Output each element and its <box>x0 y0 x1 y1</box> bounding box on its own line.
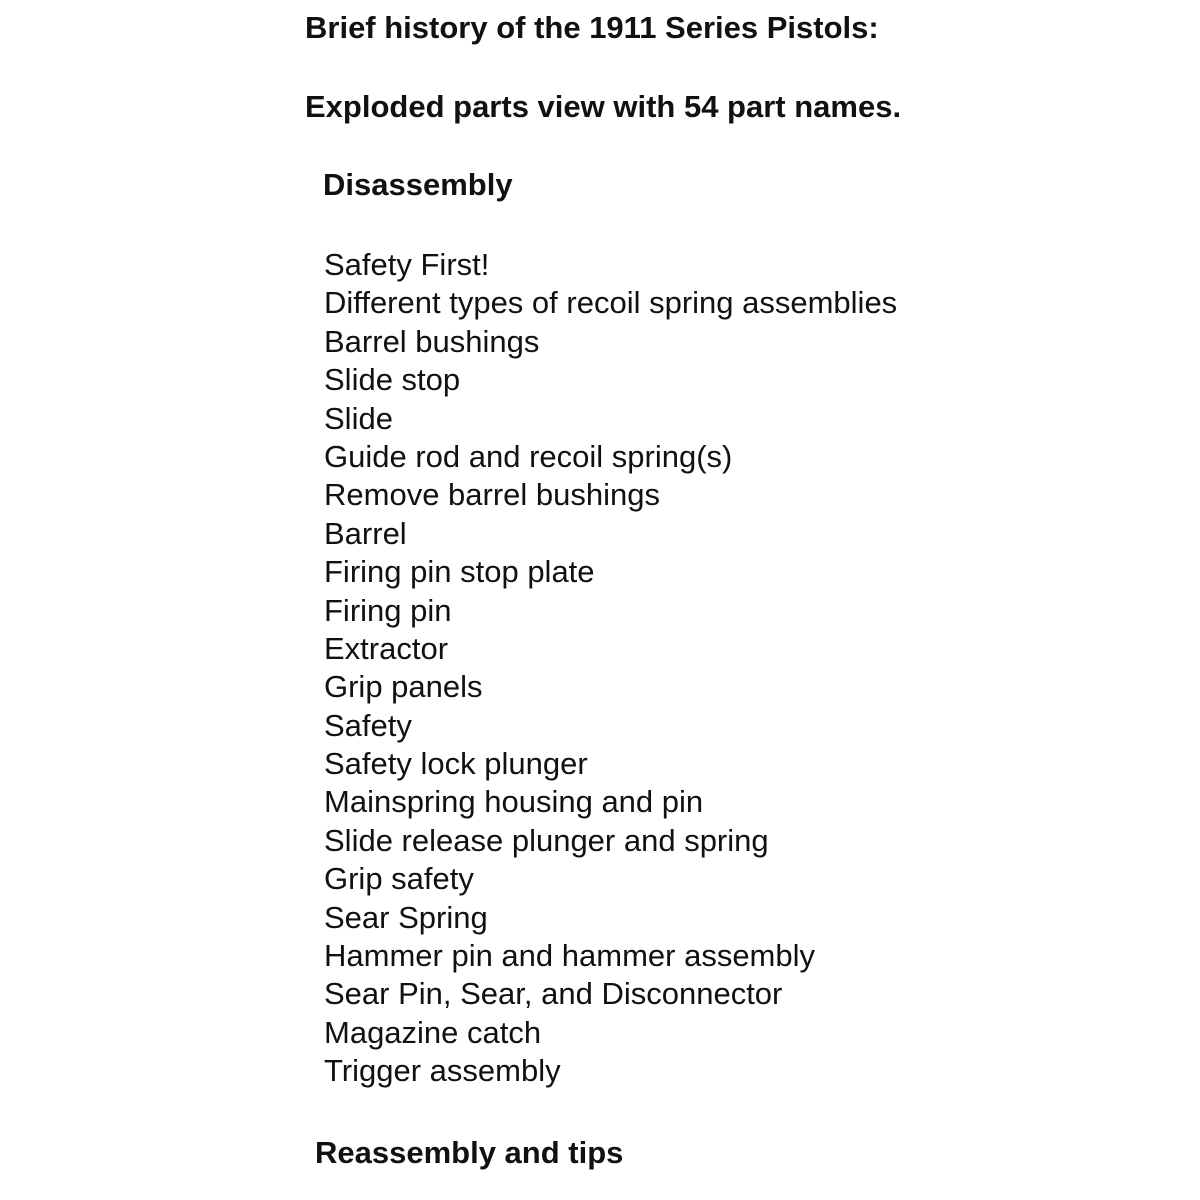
list-item: Barrel <box>324 515 407 551</box>
list-item: Grip safety <box>324 861 474 897</box>
list-item: Sear Pin, Sear, and Disconnector <box>324 976 783 1012</box>
list-item: Slide <box>324 400 393 436</box>
list-item: Mainspring housing and pin <box>324 784 704 820</box>
list-item: Magazine catch <box>324 1014 542 1050</box>
brief-history-heading: Brief history of the 1911 Series Pistols: <box>305 10 879 45</box>
list-item: Safety lock plunger <box>324 746 588 782</box>
exploded-view-heading: Exploded parts view with 54 part names. <box>305 89 902 124</box>
list-item: Remove barrel bushings <box>324 477 661 513</box>
list-item: Trigger assembly <box>324 1053 561 1089</box>
list-item: Hammer pin and hammer assembly <box>324 938 816 974</box>
list-item: Slide stop <box>324 362 461 398</box>
list-item: Safety First! <box>324 247 490 282</box>
reassembly-heading: Reassembly and tips <box>315 1135 624 1170</box>
list-item: Firing pin <box>324 592 452 628</box>
list-item: Different types of recoil spring assemblies <box>324 285 898 321</box>
list-item: Safety <box>324 707 412 743</box>
disassembly-step-list <box>324 246 897 1091</box>
list-item: Extractor <box>324 630 449 666</box>
list-item: Sear Spring <box>324 899 488 935</box>
disassembly-heading: Disassembly <box>323 167 513 202</box>
list-item: Guide rod and recoil spring(s) <box>324 438 733 474</box>
list-item: Firing pin stop plate <box>324 554 595 590</box>
list-item: Slide release plunger and spring <box>324 822 769 858</box>
list-item: Barrel bushings <box>324 323 540 359</box>
list-item: Grip panels <box>324 669 483 705</box>
